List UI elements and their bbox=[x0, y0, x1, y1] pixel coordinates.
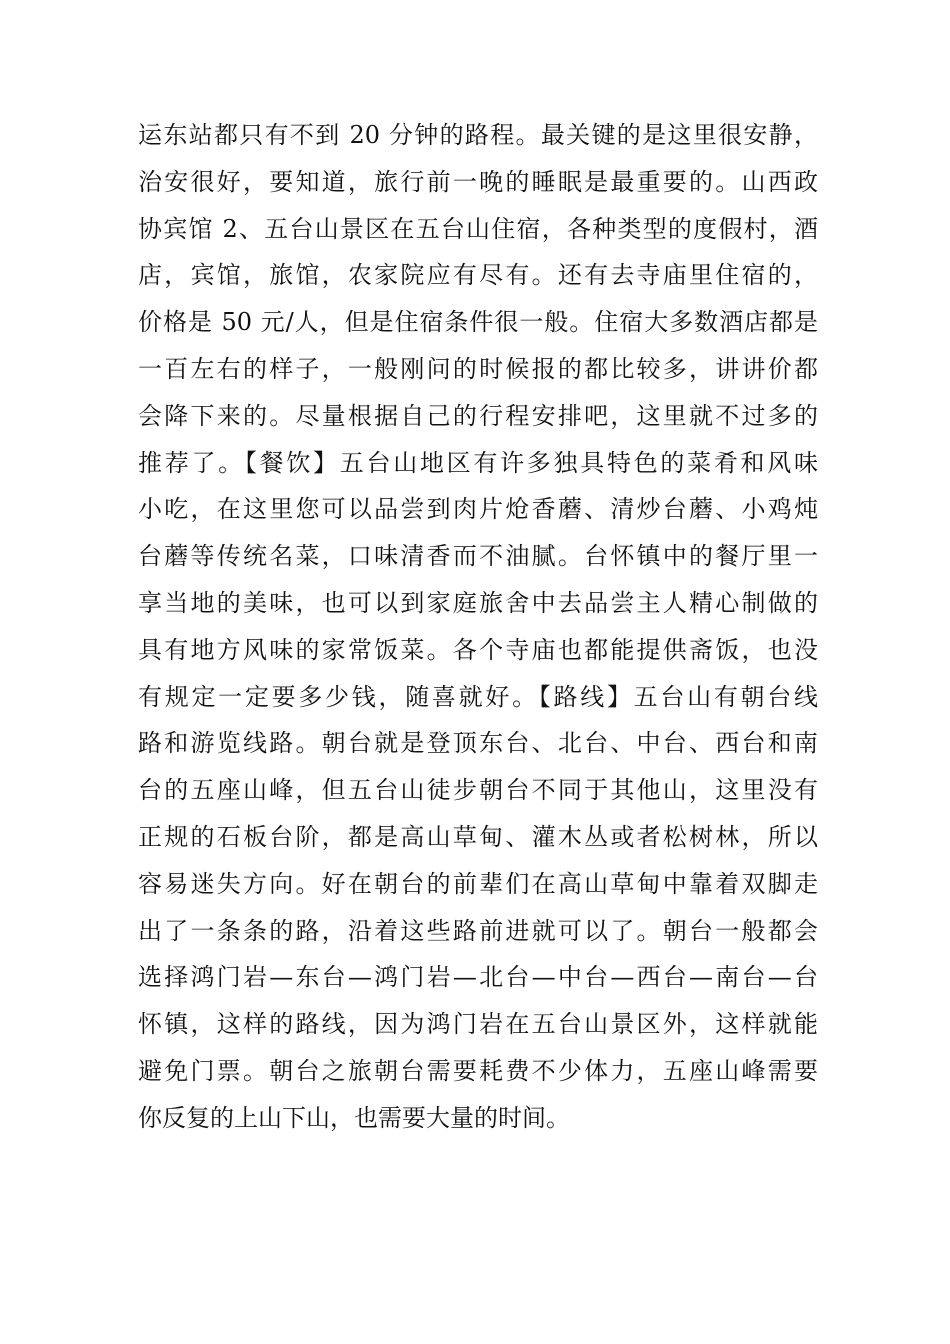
text-line-last: 你反复的上山下山，也需要大量的时间。 bbox=[138, 1103, 570, 1132]
text-line: 小吃，在这里您可以品尝到肉片炝香蘑、清炒台蘑、小鸡炖 bbox=[138, 495, 818, 524]
text-line: 避免门票。朝台之旅朝台需要耗费不少体力，五座山峰需要 bbox=[138, 1056, 818, 1085]
text-line: 享当地的美味，也可以到家庭旅舍中去品尝主人精心制做的 bbox=[138, 588, 818, 617]
text-line: 运东站都只有不到 20 分钟的路程。最关键的是这里很安静， bbox=[138, 121, 818, 149]
text-line: 选择鸿门岩—东台—鸿门岩—北台—中台—西台—南台—台 bbox=[138, 963, 818, 992]
text-line: 台蘑等传统名菜，口味清香而不油腻。台怀镇中的餐厅里一 bbox=[138, 542, 818, 571]
text-line: 出了一条条的路，沿着这些路前进就可以了。朝台一般都会 bbox=[138, 916, 818, 945]
text-line: 一百左右的样子，一般刚问的时候报的都比较多，讲讲价都 bbox=[138, 354, 818, 383]
text-line: 具有地方风味的家常饭菜。各个寺庙也都能提供斋饭，也没 bbox=[138, 635, 818, 664]
text-line: 推荐了。【餐饮】五台山地区有许多独具特色的菜肴和风味 bbox=[138, 448, 818, 477]
text-line: 治安很好，要知道，旅行前一晚的睡眠是最重要的。山西政 bbox=[138, 167, 818, 196]
body-text bbox=[138, 112, 818, 1142]
text-line: 容易迷失方向。好在朝台的前辈们在高山草甸中靠着双脚走 bbox=[138, 869, 818, 898]
text-line: 协宾馆 2、五台山景区在五台山住宿，各种类型的度假村，酒 bbox=[138, 214, 818, 243]
text-line: 有规定一定要多少钱，随喜就好。【路线】五台山有朝台线 bbox=[138, 682, 818, 711]
text-line: 价格是 50 元/人，但是住宿条件很一般。住宿大多数酒店都是 bbox=[138, 308, 818, 337]
text-line: 怀镇，这样的路线，因为鸿门岩在五台山景区外，这样就能 bbox=[138, 1010, 818, 1039]
text-line: 正规的石板台阶，都是高山草甸、灌木丛或者松树林，所以 bbox=[138, 822, 818, 851]
text-line: 台的五座山峰，但五台山徒步朝台不同于其他山，这里没有 bbox=[138, 776, 818, 805]
text-line: 路和游览线路。朝台就是登顶东台、北台、中台、西台和南 bbox=[138, 729, 818, 758]
text-line: 店，宾馆，旅馆，农家院应有尽有。还有去寺庙里住宿的， bbox=[138, 261, 818, 290]
text-line: 会降下来的。尽量根据自己的行程安排吧，这里就不过多的 bbox=[138, 401, 818, 430]
